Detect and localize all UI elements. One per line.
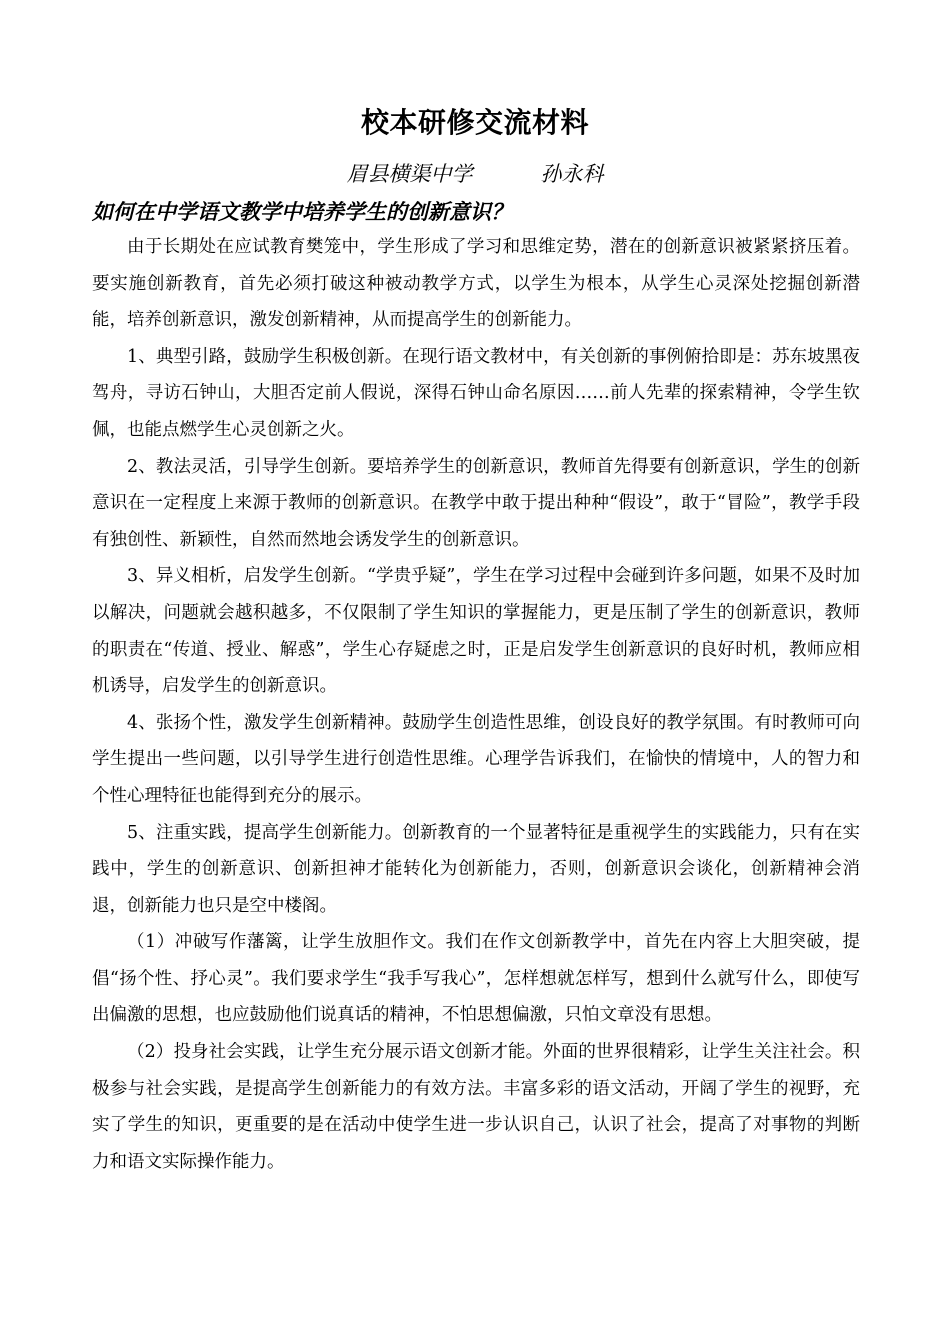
paragraph-point-4: 4、张扬个性，激发学生创新精神。鼓励学生创造性思维，创设良好的教学氛围。有时教师可向学生提出一些问题，以引导学生进行创造性思维。心理学告诉我们，在愉快的情境中，人的智力和个性心理特征也能得到充分的展示。	[92, 712, 860, 806]
body-text	[92, 229, 860, 1180]
document-subtitle: 如何在中学语文教学中培养学生的创新意识？	[92, 199, 512, 224]
paragraph-intro: 由于长期处在应试教育樊笼中，学生形成了学习和思维定势，潜在的创新意识被紧紧挤压着。要实施创新教育，首先必须打破这种被动教学方式，以学生为根本，从学生心灵深处挖掘创新潜能，培养创新意识，激发创新精神，从而提高学生的创新能力。	[92, 237, 860, 331]
author-name: 孙永科	[540, 162, 604, 186]
school-name: 眉县横渠中学	[346, 162, 473, 186]
paragraph-point-5: 5、注重实践，提高学生创新能力。创新教育的一个显著特征是重视学生的实践能力，只有在实践中，学生的创新意识、创新担神才能转化为创新能力，否则，创新意识会谈化，创新精神会消退，创新能力也只是空中楼阁。	[92, 822, 860, 916]
paragraph-point-3: 3、异义相析，启发学生创新。“学贵乎疑”，学生在学习过程中会碰到许多问题，如果不及时加以解决，问题就会越积越多，不仅限制了学生知识的掌握能力，更是压制了学生的创新意识，教师的职责在“传道、授业、解惑”，学生心存疑虑之时，正是启发学生创新意识的良好时机，教师应相机诱导，启发学生的创新意识。	[92, 566, 860, 697]
paragraph-point-2: 2、教法灵活，引导学生创新。要培养学生的创新意识，教师首先得要有创新意识，学生的创新意识在一定程度上来源于教师的创新意识。在教学中敢于提出种种“假设”，敢于“冒险”，教学手段有独创性、新颖性，自然而然地会诱发学生的创新意识。	[92, 456, 860, 550]
paragraph-subpoint-2: （2）投身社会实践，让学生充分展示语文创新才能。外面的世界很精彩，让学生关注社会。积极参与社会实践，是提高学生创新能力的有效方法。丰富多彩的语文活动，开阔了学生的视野，充实了学生的知识，更重要的是在活动中使学生进一步认识自己，认识了社会，提高了对事物的判断力和语文实际操作能力。	[92, 1042, 860, 1172]
document-title: 校本研修交流材料	[360, 106, 589, 139]
author-line	[0, 158, 950, 190]
paragraph-subpoint-1: （1）冲破写作藩篱，让学生放胆作文。我们在作文创新教学中，首先在内容上大胆突破，提倡“扬个性、抒心灵”。我们要求学生“我手写我心”，怎样想就怎样写，想到什么就写什么，即使写出偏激的思想，也应鼓励他们说真话的精神，不怕思想偏激，只怕文章没有思想。	[92, 932, 860, 1026]
paragraph-point-1: 1、典型引路，鼓励学生积极创新。在现行语文教材中，有关创新的事例俯拾即是：苏东坡黑夜驾舟，寻访石钟山，大胆否定前人假说，深得石钟山命名原因……前人先辈的探索精神，令学生钦佩，也能点燃学生心灵创新之火。	[92, 346, 860, 440]
